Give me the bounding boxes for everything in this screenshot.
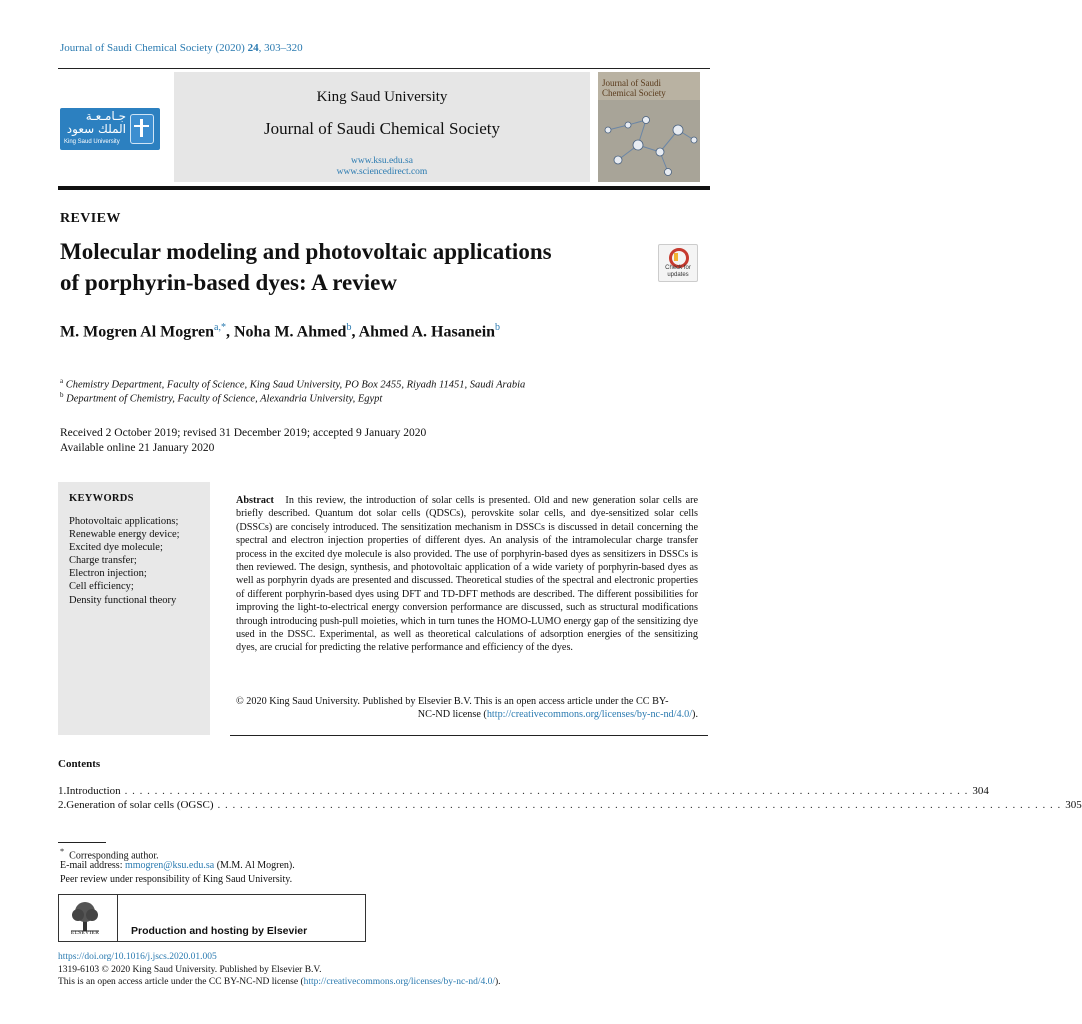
toc-entry-title: Generation of solar cells (OGSC) (66, 799, 214, 811)
footnote-rule (58, 842, 106, 843)
toc-entry[interactable]: 2. Generation of solar cells (OGSC) . . . . . . . . . . . . . . . . . . . . . . . . . . . . . . . . . . . . . . . . . . . . . . . . . . . . . . . . . . . . . . . . . . . . . . . . . . . . . . . . . . . . . . . . . . . . . . . . . . . . . . . . . . . . . . . . . 305 (58, 799, 1082, 811)
open-access-note: This is an open access article under the CC BY-NC-ND license (http://creativecommons.org/licenses/by-nc-nd/4.0/). (58, 977, 501, 987)
ksu-logo-english: King Saud University (64, 139, 120, 145)
abstract-label: Abstract (236, 495, 274, 506)
corresponding-author-note: * Corresponding author. (60, 847, 159, 862)
author-name: Ahmed A. Hasanein (358, 323, 496, 341)
issn-copyright: 1319-6103 © 2020 King Saud University. Published by Elsevier B.V. (58, 965, 322, 975)
peer-review-note: Peer review under responsibility of King Saud University. (60, 874, 293, 885)
doi-link[interactable]: https://doi.org/10.1016/j.jscs.2020.01.005 (58, 952, 217, 962)
abstract-rule (230, 735, 708, 736)
elsevier-production-box (58, 894, 366, 942)
ksu-emblem-icon (130, 114, 154, 144)
author-affiliation-link[interactable]: b (495, 322, 501, 333)
cover-molecule-art (598, 100, 700, 182)
toc-entry-title: Introduction (66, 785, 121, 797)
keyword-item: Density functional theory (69, 594, 177, 606)
license-link[interactable]: http://creativecommons.org/licenses/by-nc-nd/4.0/ (303, 977, 495, 987)
elsevier-divider (117, 895, 118, 941)
keyword-item: Charge transfer; (69, 555, 137, 567)
affiliation-b: $^b$ Department of Chemistry, Faculty of Science, Alexandria University, Egypt (60, 391, 383, 405)
abstract-copyright: © 2020 King Saud University. Published by Elsevier B.V. This is an open access article under the CC BY- (236, 696, 669, 707)
production-hosting-label: Production and hosting by Elsevier (131, 925, 308, 937)
keyword-item: Electron injection; (69, 568, 147, 580)
email-link[interactable]: mmogren@ksu.edu.sa (124, 860, 215, 871)
keyword-item: Renewable energy device; (69, 529, 180, 541)
journal-name: Journal of Saudi Chemical Society (263, 119, 501, 138)
journal-banner (174, 72, 590, 182)
author-name: Noha M. Ahmed (234, 323, 347, 341)
ksu-logo-arabic: جـامـعـة الملك سعود (66, 109, 126, 136)
email-line: E-mail address: mmogren@ksu.edu.sa (M.M. Al Mogren). (60, 860, 295, 871)
article-type: REVIEW (60, 211, 121, 226)
author-name: M. Mogren Al Mogren (60, 323, 215, 341)
author-list: M. Mogren Al Mogren$^{a,*}$, Noha M. Ahmed$^b$, Ahmed A. Hasanein$^b$ (60, 322, 501, 341)
toc-leader-dots: . . . . . . . . . . . . . . . . . . . . . . . . . . . . . . . . . . . . . . . . . . . . . . . . . . . . . . . . . . . . . . . . . . . . . . . . . . . . . . . . . . . . . . . . . . . . . . . . . . . . . . . . . . . . . . . . . (217, 799, 1062, 811)
toc-entry-page: 304 (972, 785, 989, 797)
author-affiliation-link[interactable]: a,* (214, 322, 226, 333)
keyword-item: Cell efficiency; (69, 581, 134, 593)
ksu-logo (60, 108, 160, 150)
journal-cover-thumbnail[interactable] (598, 72, 700, 182)
header-bottom-rule (58, 186, 710, 190)
cover-title: Journal of Saudi Chemical Society (602, 78, 666, 98)
available-online-date: Available online 21 January 2020 (60, 442, 215, 454)
keywords-box (58, 482, 210, 735)
ksu-url-link[interactable]: www.ksu.edu.sa (351, 156, 413, 166)
elsevier-logo-text: ELSEVIER (70, 930, 100, 936)
toc-entry[interactable]: 1. Introduction . . . . . . . . . . . . . . . . . . . . . . . . . . . . . . . . . . . . . . . . . . . . . . . . . . . . . . . . . . . . . . . . . . . . . . . . . . . . . . . . . . . . . . . . . . . . . . . . . . . . . . . . . . . . . . . . . 304 (58, 785, 989, 797)
keyword-item: Photovoltaic applications; (69, 516, 179, 527)
crossmark-bookmark-icon (674, 253, 678, 261)
sciencedirect-url-link[interactable]: www.sciencedirect.com (336, 167, 428, 177)
contents-heading: Contents (58, 758, 101, 770)
received-dates: Received 2 October 2019; revised 31 December 2019; accepted 9 January 2020 (60, 427, 427, 439)
check-for-updates-label: Check for updates (665, 265, 691, 278)
abstract-text: Abstract In this review, the introduction of solar cells is presented. Old and new generation solar cells are briefly described. Quantum dot solar cells (QDSCs), perovskite solar cells, and dye-sensitized solar cells (DSSCs) are concisely introduced. The sensitization mechanism in DSSCs is discussed in detail concerning the spectral and electron injection properties of different dyes. An analysis of the intramolecular charge transfer process in the excited dye molecule is also provided. The use of porphyrin-based dyes as sensitizers in DSSCs is then reviewed. The design, synthesis, and photovoltaic application of a wide variety of porphyrin-based dyes as well as porphyrin dyads are presented and discussed. Theoretical studies of the spectral and electronic properties of different porphyrin-based dyes using DFT and TD-DFT methods are described. The different possibilities for improving the light-to-electrical energy conversion performance are discussed, such as structural modifications through introducing push-pull moieties, which in turn tunes the HOMO-LUMO energy gap of the sensitizing dye used in the DSSC. Experimental, as well as theoretical calculations of adsorption energies of the sensitizing dyes, are crucial for predicting the relative performance and efficiency of the dyes. (236, 495, 698, 654)
toc-entry-page: 305 (1065, 799, 1082, 811)
journal-citation[interactable]: Journal of Saudi Chemical Society (2020) 24, 303–320 (60, 42, 303, 54)
article-title: Molecular modeling and photovoltaic applications of porphyrin-based dyes: A review (60, 239, 552, 295)
check-for-updates-button[interactable] (658, 244, 698, 282)
abstract-license: NC-ND license (http://creativecommons.org/licenses/by-nc-nd/4.0/). (417, 709, 698, 720)
author-affiliation-link[interactable]: b (346, 322, 352, 333)
header-top-rule (58, 68, 710, 69)
license-link[interactable]: http://creativecommons.org/licenses/by-nc-nd/4.0/ (486, 709, 693, 720)
keyword-item: Excited dye molecule; (69, 542, 163, 554)
affiliation-a: $^a$ Chemistry Department, Faculty of Science, King Saud University, PO Box 2455, Riyadh 11451, Saudi Arabia (60, 377, 526, 391)
keywords-list (69, 515, 180, 607)
keywords-heading: KEYWORDS (69, 493, 134, 504)
toc-leader-dots: . . . . . . . . . . . . . . . . . . . . . . . . . . . . . . . . . . . . . . . . . . . . . . . . . . . . . . . . . . . . . . . . . . . . . . . . . . . . . . . . . . . . . . . . . . . . . . . . . . . . . . . . . . . . . . . . . (124, 785, 969, 797)
university-name: King Saud University (316, 89, 448, 105)
